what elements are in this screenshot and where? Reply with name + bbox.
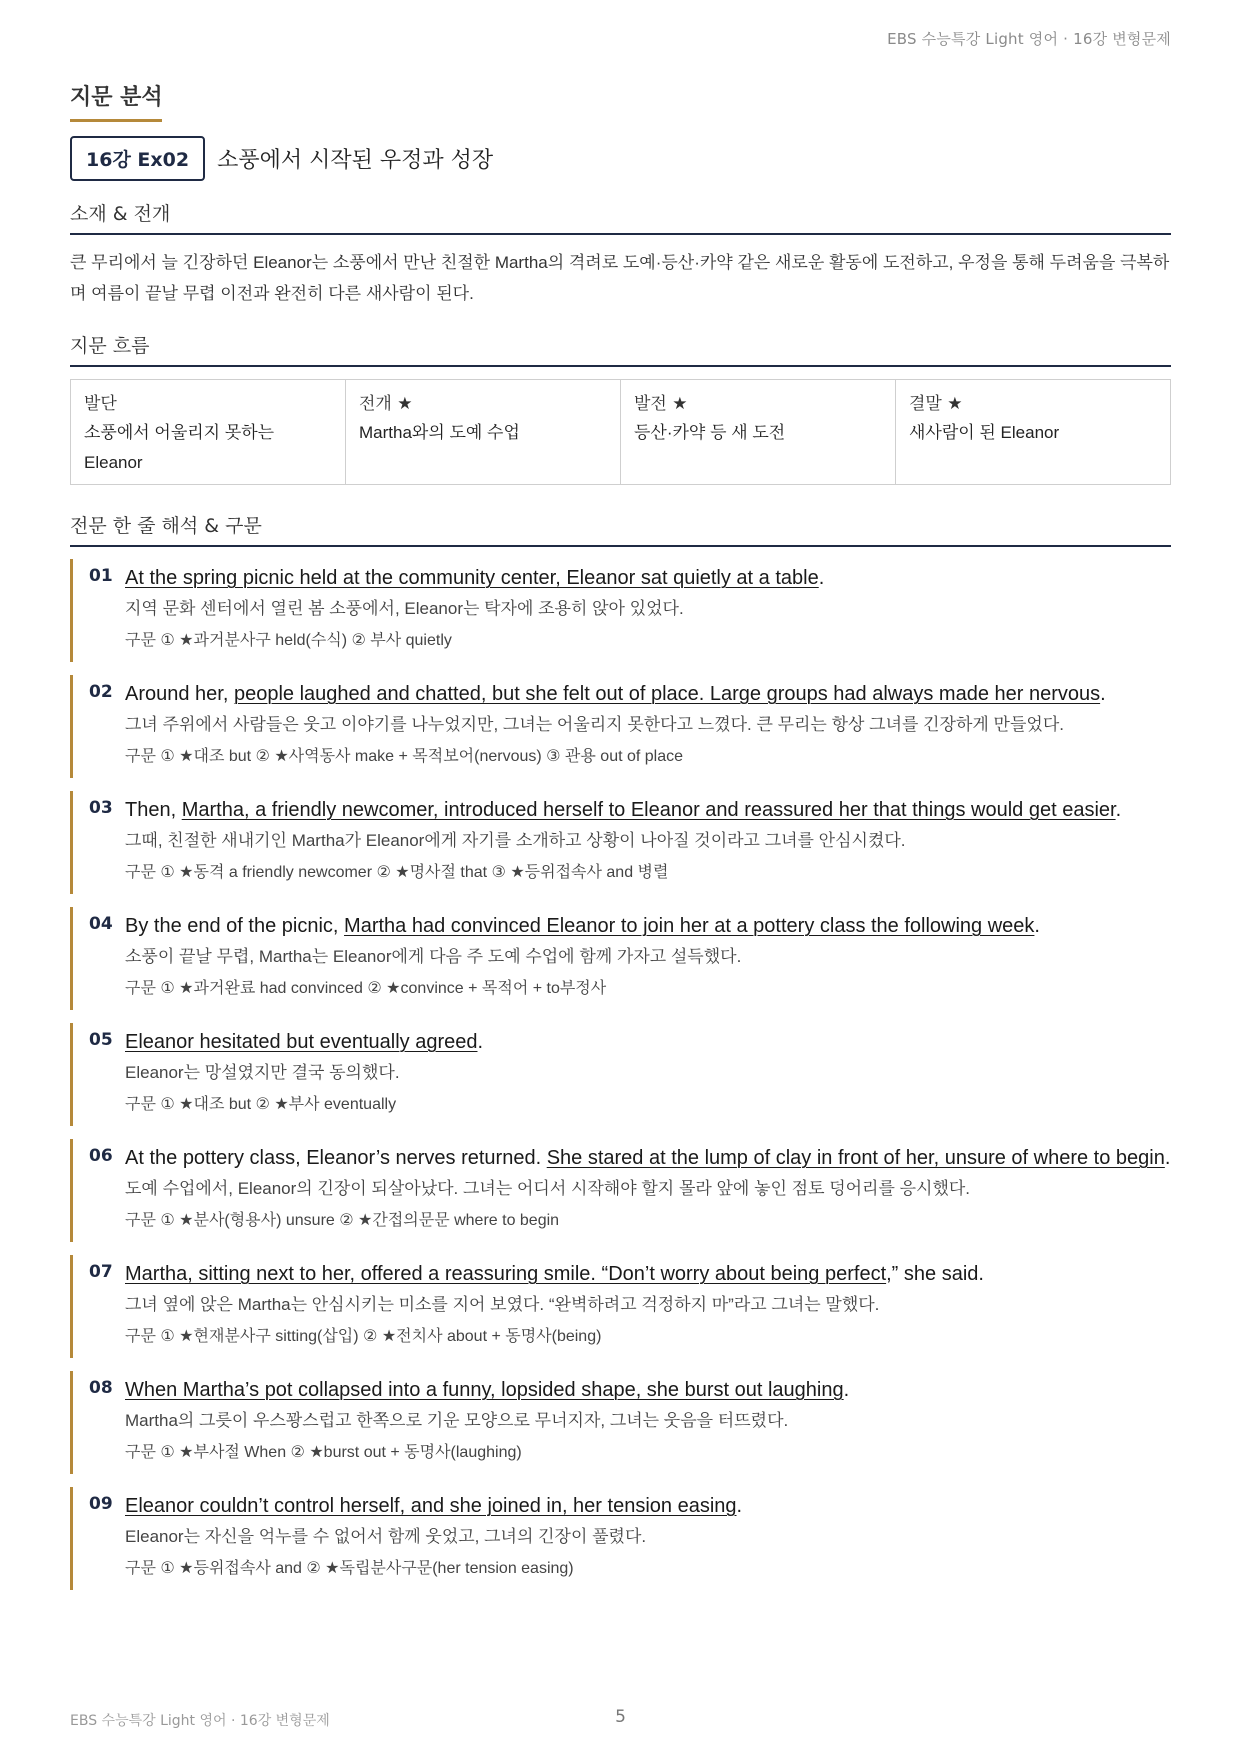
korean-translation: 소풍이 끝날 무렵, Martha는 Eleanor에게 다음 주 도예 수업에 함께 가자고 설득했다. [125, 947, 742, 966]
english-sentence: Around her, people laughed and chatted, but she felt out of place. Large groups had always made her nervous. [125, 683, 1106, 705]
english-sentence: Martha, sitting next to her, offered a reassuring smile. “Don’t worry about being perfect,” she said. [125, 1263, 984, 1285]
underlined-phrase: Martha, sitting next to her, offered a reassuring smile. “Don’t worry about being perfect [125, 1263, 887, 1285]
korean-translation: 도예 수업에서, Eleanor의 긴장이 되살아났다. 그녀는 어디서 시작해야 할지 몰라 앞에 놓인 점토 덩어리를 응시했다. [125, 1179, 971, 1198]
flow-stage-label: 발전 ★ [634, 394, 688, 414]
english-sentence: At the spring picnic held at the community center, Eleanor sat quietly at a table. [125, 567, 825, 589]
translation-heading: 전문 한 줄 해석 & 구문 [70, 511, 1171, 547]
sentence-item [70, 791, 1171, 894]
grammar-note: 구문 ① ★등위접속사 and ② ★독립분사구문(her tension easing) [125, 1560, 574, 1577]
grammar-note: 구문 ① ★분사(형용사) unsure ② ★간접의문문 where to begin [125, 1212, 560, 1229]
underlined-phrase: people laughed and chatted, but she felt out of place. Large groups had always made her nervous [233, 683, 1101, 705]
flow-stage-label: 전개 ★ [359, 394, 413, 414]
flow-stage-text: 등산·카약 등 새 도전 [634, 423, 786, 442]
footer-series: EBS 수능특강 Light 영어 · 16강 변형문제 [70, 1713, 330, 1729]
flow-stage-text: 새사람이 된 Eleanor [909, 423, 1060, 442]
flow-stage-text: Martha와의 도예 수업 [359, 423, 520, 442]
lesson-badge: 16강 Ex02 [70, 136, 205, 181]
sentence-item [70, 1487, 1171, 1590]
english-sentence: By the end of the picnic, Martha had convinced Eleanor to join her at a pottery class the following week. [125, 915, 1040, 937]
sentence-number: 02 [89, 682, 113, 702]
flow-heading: 지문 흐름 [70, 331, 1171, 367]
sentence-item [70, 1371, 1171, 1474]
sentence-item [70, 1139, 1171, 1242]
flow-stage [621, 380, 896, 484]
running-header: EBS 수능특강 Light 영어 · 16강 변형문제 [887, 30, 1171, 48]
sentence-number: 07 [89, 1262, 113, 1282]
underlined-phrase: Eleanor couldn’t control herself, and she joined in, her tension easing [125, 1495, 737, 1517]
korean-translation: Eleanor는 자신을 억누를 수 없어서 함께 웃었고, 그녀의 긴장이 풀렸다. [125, 1527, 647, 1546]
flow-stage [346, 380, 621, 484]
sentence-item [70, 1023, 1171, 1126]
english-sentence: Eleanor hesitated but eventually agreed. [125, 1031, 484, 1053]
korean-translation: 그때, 친절한 새내기인 Martha가 Eleanor에게 자기를 소개하고 상황이 나아질 것이라고 그녀를 안심시켰다. [125, 831, 906, 850]
grammar-note: 구문 ① ★대조 but ② ★부사 eventually [125, 1096, 397, 1113]
grammar-note: 구문 ① ★과거완료 had convinced ② ★convince + 목적어 + to부정사 [125, 980, 607, 997]
sentence-number: 05 [89, 1030, 113, 1050]
flow-table [70, 379, 1171, 485]
sentence-number: 08 [89, 1378, 113, 1398]
sentence-number: 09 [89, 1494, 113, 1514]
sentence-item [70, 1255, 1171, 1358]
underlined-phrase: At the spring picnic held at the community center, Eleanor sat quietly at a table [125, 567, 819, 589]
sentence-number: 03 [89, 798, 113, 818]
page-content [70, 80, 1171, 1603]
underlined-phrase: Martha had convinced Eleanor to join her at a pottery class the following week [344, 915, 1035, 937]
grammar-note: 구문 ① ★현재분사구 sitting(삽입) ② ★전치사 about + 동명사(being) [125, 1328, 602, 1345]
underlined-phrase: When Martha’s pot collapsed into a funny, lopsided shape, she burst out laughing [125, 1379, 844, 1401]
flow-stage-label: 발단 [84, 394, 117, 414]
sentence-list [70, 559, 1171, 1590]
sentence-number: 01 [89, 566, 113, 586]
english-sentence: When Martha’s pot collapsed into a funny, lopsided shape, she burst out laughing. [125, 1379, 850, 1401]
page-number: 5 [615, 1707, 626, 1727]
underlined-phrase: Eleanor hesitated but eventually agreed [125, 1031, 478, 1053]
grammar-note: 구문 ① ★동격 a friendly newcomer ② ★명사절 that ③ ★등위접속사 and 병렬 [125, 864, 669, 881]
underlined-phrase: She stared at the lump of clay in front of her, unsure of where to begin [546, 1147, 1165, 1169]
korean-translation: Eleanor는 망설였지만 결국 동의했다. [125, 1063, 400, 1082]
grammar-note: 구문 ① ★대조 but ② ★사역동사 make + 목적보어(nervous) ③ 관용 out of place [125, 748, 684, 765]
lesson-title: 소풍에서 시작된 우정과 성장 [217, 148, 494, 173]
english-sentence: Then, Martha, a friendly newcomer, introduced herself to Eleanor and reassured her that things would get easier. [125, 799, 1122, 821]
title-underline [70, 119, 162, 122]
section-title: 지문 분석 [70, 85, 163, 110]
english-sentence: At the pottery class, Eleanor’s nerves returned. She stared at the lump of clay in front of her, unsure of where to begin. [125, 1147, 1171, 1169]
sentence-item [70, 675, 1171, 778]
sentence-number: 06 [89, 1146, 113, 1166]
flow-stage-label: 결말 ★ [909, 394, 963, 414]
flow-stage [71, 380, 346, 484]
korean-translation: 그녀 주위에서 사람들은 웃고 이야기를 나누었지만, 그녀는 어울리지 못한다고 느꼈다. 큰 무리는 항상 그녀를 긴장하게 만들었다. [125, 715, 1064, 734]
korean-translation: Martha의 그릇이 우스꽝스럽고 한쪽으로 기운 모양으로 무너지자, 그녀는 웃음을 터뜨렸다. [125, 1411, 789, 1430]
sentence-number: 04 [89, 914, 113, 934]
topic-summary: 큰 무리에서 늘 긴장하던 Eleanor는 소풍에서 만난 친절한 Martha의 격려로 도예·등산·카약 같은 새로운 활동에 도전하고, 우정을 통해 두려움을 극복하며 여름이 끝날 무렵 이전과 완전히 다른 새사람이 된다. [70, 253, 1170, 303]
korean-translation: 그녀 옆에 앉은 Martha는 안심시키는 미소를 지어 보였다. “완벽하려고 걱정하지 마”라고 그녀는 말했다. [125, 1295, 880, 1314]
korean-translation: 지역 문화 센터에서 열린 봄 소풍에서, Eleanor는 탁자에 조용히 앉아 있었다. [125, 599, 684, 618]
topic-heading: 소재 & 전개 [70, 199, 1171, 235]
sentence-item [70, 559, 1171, 662]
flow-stage-text: 소풍에서 어울리지 못하는 Eleanor [84, 423, 275, 472]
sentence-item [70, 907, 1171, 1010]
grammar-note: 구문 ① ★부사절 When ② ★burst out + 동명사(laughing) [125, 1444, 522, 1461]
flow-stage [896, 380, 1170, 484]
lesson-header [70, 136, 1171, 181]
english-sentence: Eleanor couldn’t control herself, and she joined in, her tension easing. [125, 1495, 743, 1517]
underlined-phrase: Martha, a friendly newcomer, introduced herself to Eleanor and reassured her that things would get easier [181, 799, 1116, 821]
grammar-note: 구문 ① ★과거분사구 held(수식) ② 부사 quietly [125, 632, 452, 649]
